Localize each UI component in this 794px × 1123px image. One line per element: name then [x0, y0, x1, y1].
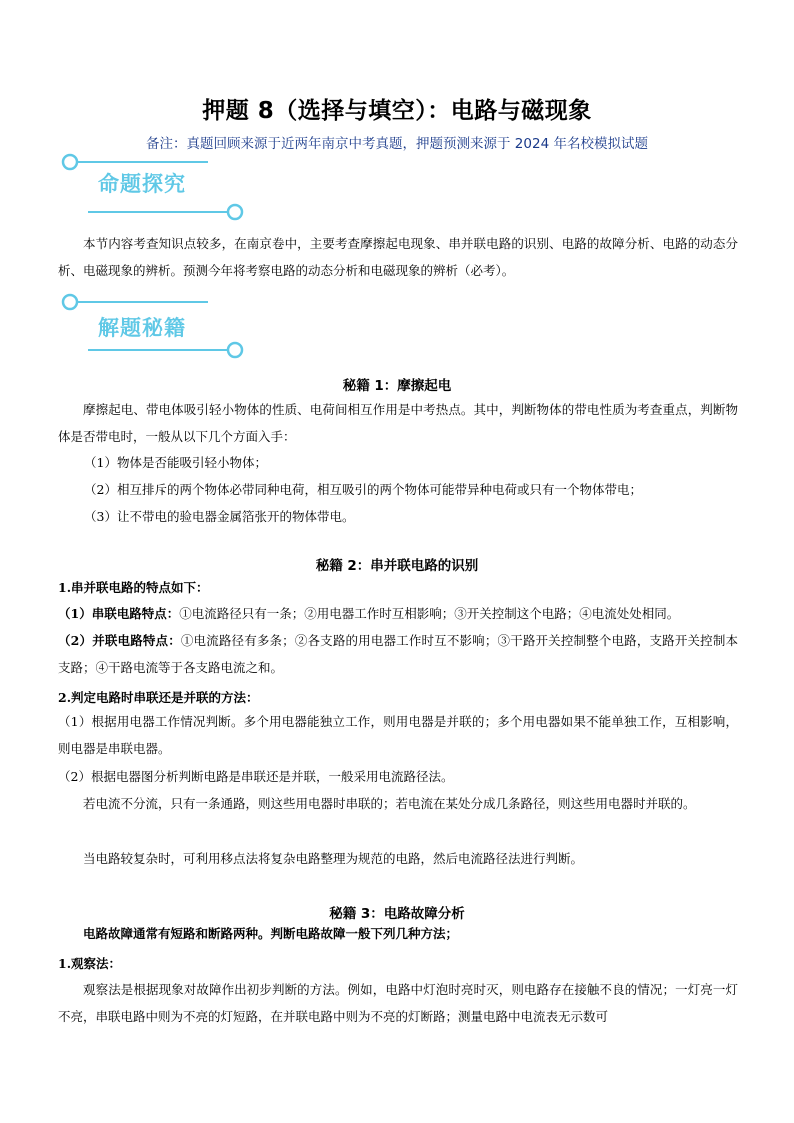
- section-1-item: （2）相互排斥的两个物体必带同种电荷，相互吸引的两个物体可能带异种电荷或只有一个物体带电；: [84, 482, 642, 497]
- section-banner-topic: [58, 150, 248, 220]
- method-1: （1）根据用电器工作情况判断。多个用电器能独立工作，则用电器是并联的；多个用电器如果不能单独工作，互相影响，则电器是串联电器。: [58, 714, 738, 756]
- banner-label: 命题探究: [98, 172, 186, 196]
- section-1-paragraph: 摩擦起电、带电体吸引轻小物体的性质、电荷间相互作用是中考热点。其中，判断物体的带电性质为考查重点，判断物体是否带电时，一般从以下几个方面入手：: [58, 402, 738, 444]
- intro-paragraph: 本节内容考查知识点较多，在南京卷中，主要考查摩擦起电现象、串并联电路的识别、电路的故障分析、电路的动态分析、电磁现象的辨析。预测今年将考察电路的动态分析和电磁现象的辨析（必考）。: [58, 236, 738, 278]
- series-label: （1）串联电路特点：: [58, 606, 180, 621]
- section-1-item: （1）物体是否能吸引轻小物体；: [84, 455, 267, 470]
- section-heading-2: 秘籍 2：串并联电路的识别: [315, 558, 479, 574]
- section-2-paragraph: 若电流不分流，只有一条通路，则这些用电器时串联的；若电流在某处分成几条路径，则这些用电器时并联的。: [83, 796, 696, 811]
- page-title: 押题 8（选择与填空）：电路与磁现象: [202, 98, 592, 124]
- page-subtitle: 备注：真题回顾来源于近两年南京中考真题，押题预测来源于 2024 年名校模拟试题: [146, 136, 648, 152]
- section-3-paragraph: 观察法是根据现象对故障作出初步判断的方法。例如，电路中灯泡时亮时灭，则电路存在接触不良的情况；一灯亮一灯不亮，串联电路中则为不亮的灯短路，在并联电路中则为不亮的灯断路；测量电路中电流表无示数可: [58, 982, 738, 1024]
- parallel-text: ①电流路径有多条；②各支路的用电器工作时互不影响；③干路开关控制整个电路，支路开关控制本支路；④干路电流等于各支路电流之和。: [58, 633, 738, 675]
- series-text: ①电流路径只有一条；②用电器工作时互相影响；③开关控制这个电路；④电流处处相同。: [179, 606, 680, 621]
- section-3-intro: 电路故障通常有短路和断路两种。判断电路故障一般下列几种方法；: [83, 926, 459, 941]
- parallel-features: [58, 627, 738, 681]
- section-1-item: （3）让不带电的验电器金属箔张开的物体带电。: [84, 509, 355, 524]
- section-2-paragraph: 当电路较复杂时，可利用移点法将复杂电路整理为规范的电路，然后电流路径法进行判断。: [83, 851, 584, 866]
- parallel-label: （2）并联电路特点：: [58, 633, 181, 648]
- series-features: [58, 600, 738, 627]
- section-heading-3: 秘籍 3：电路故障分析: [329, 906, 465, 922]
- section-heading-1: 秘籍 1：摩擦起电: [342, 378, 452, 394]
- banner-label: 解题秘籍: [98, 316, 186, 340]
- subheading-features: 1.串并联电路的特点如下：: [58, 580, 209, 595]
- method-2: （2）根据电器图分析判断电路是串联还是并联，一般采用电流路径法。: [58, 769, 454, 784]
- subheading-observe: 1.观察法：: [58, 956, 122, 971]
- subheading-method: 2.判定电路时串联还是并联的方法：: [58, 690, 259, 705]
- section-banner-tips: [58, 290, 248, 360]
